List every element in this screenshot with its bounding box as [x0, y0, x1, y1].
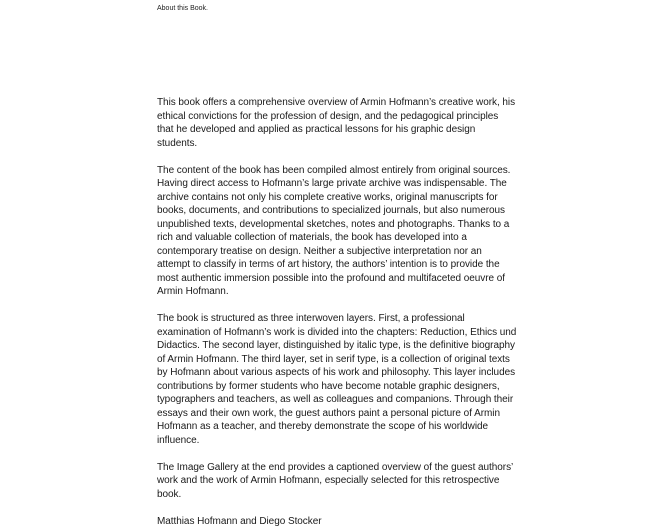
- paragraph-image-gallery: The Image Gallery at the end provides a captioned overview of the guest authors’ work and the work of Armin Hofmann, especially selected for this retrospective book.: [157, 461, 513, 500]
- paragraph-intro: This book offers a comprehensive overview of Armin Hofmann’s creative work, his ethical convictions for the profession of design, and the pedagogical principles that he developed and applied as practical lessons for his graphic design students.: [157, 97, 516, 149]
- about-text: [157, 96, 517, 528]
- paragraph-structure: The book is structured as three interwoven layers. First, a professional examination of Hofmann’s work is divided into the chapters: Reduction, Ethics und Didactics. The second layer, distinguished by italic type, is the definitive biography of Armin Hofmann. The third layer, set in serif type, is a collection of original texts by Hofmann about various aspects of his work and philosophy. This layer includes contributions by former students who have become notable graphic designers, typographers and teachers, as well as colleagues and companions. Through their essays and their own work, the guest authors paint a personal picture of Armin Hofmann as a teacher, and thereby demonstrate the scope of his worldwide influence.: [157, 313, 517, 446]
- page-title: About this Book.: [157, 5, 208, 12]
- paragraph-sources: The content of the book has been compiled almost entirely from original sources. Having direct access to Hofmann’s large private archive was indispensable. The archive contains not only his complete creative works, original manuscripts for books, documents, and contributions to specialized journals, but also numerous unpublished texts, developmental sketches, notes and photographs. Thanks to a rich and valuable collection of materials, the book has developed into a contemporary treatise on design. Neither a subjective interpretation nor an attempt to classify in terms of art history, the authors’ intention is to provide the most authentic immersion possible into the profound and multifaceted oeuvre of Armin Hofmann.: [157, 164, 511, 297]
- authors-signature: Matthias Hofmann and Diego Stocker: [157, 515, 322, 527]
